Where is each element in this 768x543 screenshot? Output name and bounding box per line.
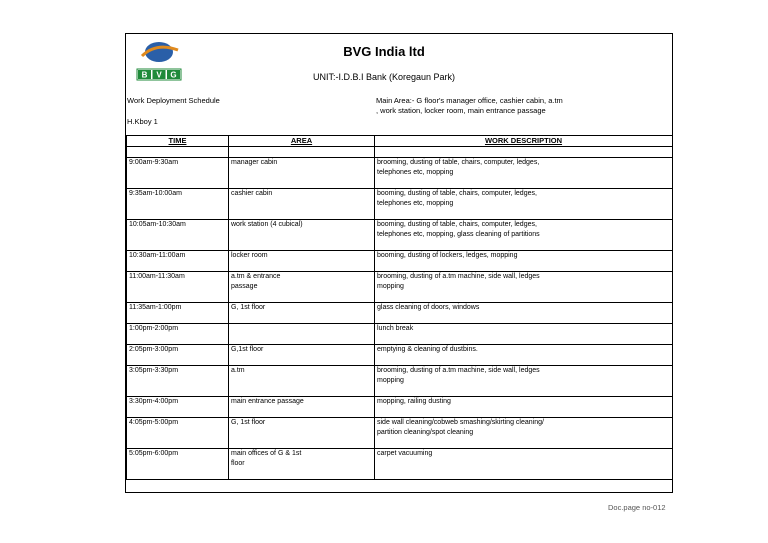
spacer-cell [127,209,229,220]
schedule-table [126,135,673,480]
spacer-cell [127,355,229,366]
spacer-cell [127,407,229,418]
description-cell: brooming, dusting of a.tm machine, side wall, ledges [375,272,673,283]
table-row [127,366,673,377]
spacer-cell [229,292,375,303]
description-cell: telephones etc, mopping, glass cleaning of partitions [375,230,673,240]
description-cell: booming, dusting of table, chairs, computer, ledges, [375,220,673,231]
spacer-cell [229,469,375,480]
description-cell: mopping, railing dusting [375,397,673,408]
time-cell [127,376,229,386]
description-cell: glass cleaning of doors, windows [375,303,673,314]
description-cell: telephones etc, mopping [375,199,673,209]
spacer-cell [229,178,375,189]
time-cell: 9:35am-10:00am [127,189,229,200]
spacer-row [127,261,673,272]
area-cell: manager cabin [229,158,375,169]
spacer-cell [375,386,673,397]
svg-text:V: V [156,70,162,80]
area-cell: main entrance passage [229,397,375,408]
description-cell: booming, dusting of table, chairs, computer, ledges, [375,189,673,200]
table-row [127,418,673,429]
column-header-area: AREA [229,136,375,147]
area-cell [229,230,375,240]
column-header-time: TIME [127,136,229,147]
spacer-cell [229,334,375,345]
time-cell: 3:05pm-3:30pm [127,366,229,377]
spacer-cell [229,386,375,397]
table-row [127,158,673,169]
time-cell: 4:05pm-5:00pm [127,418,229,429]
spacer-cell [375,147,673,158]
description-cell: mopping [375,376,673,386]
description-cell: carpet vacuuming [375,449,673,460]
time-cell: 2:05pm-3:00pm [127,345,229,356]
time-cell: 10:05am-10:30am [127,220,229,231]
spacer-row [127,313,673,324]
spacer-cell [127,334,229,345]
time-cell [127,168,229,178]
time-cell [127,282,229,292]
area-cell [229,324,375,335]
description-cell: side wall cleaning/cobweb smashing/skirting cleaning/ [375,418,673,429]
area-cell: work station (4 cubical) [229,220,375,231]
description-cell: telephones etc, mopping [375,168,673,178]
description-cell [375,459,673,469]
table-row [127,199,673,209]
time-cell: 1:00pm-2:00pm [127,324,229,335]
table-row [127,376,673,386]
spacer-cell [229,355,375,366]
time-cell [127,428,229,438]
table-row [127,272,673,283]
table-row [127,459,673,469]
spacer-cell [375,355,673,366]
area-cell: cashier cabin [229,189,375,200]
description-cell: booming, dusting of lockers, ledges, mopping [375,251,673,262]
column-header-desc: WORK DESCRIPTION [375,136,673,147]
spacer-cell [375,209,673,220]
spacer-cell [375,292,673,303]
spacer-row [127,386,673,397]
spacer-row [127,355,673,366]
description-cell: emptying & cleaning of dustbins. [375,345,673,356]
doc-page-number: Doc.page no-012 [608,503,666,512]
spacer-cell [229,147,375,158]
area-cell [229,168,375,178]
main-area-line1: Main Area:- G floor's manager office, cashier cabin, a.tm [376,96,563,105]
spacer-cell [229,438,375,449]
table-row [127,324,673,335]
area-cell: a.tm [229,366,375,377]
area-cell [229,199,375,209]
spacer-cell [229,407,375,418]
spacer-cell [375,407,673,418]
spacer-row [127,407,673,418]
table-row [127,220,673,231]
spacer-row [127,209,673,220]
spacer-cell [375,313,673,324]
spacer-cell [127,469,229,480]
spacer-cell [375,240,673,251]
area-cell: main offices of G & 1st [229,449,375,460]
time-cell: 11:35am-1:00pm [127,303,229,314]
area-cell: G,1st floor [229,345,375,356]
area-cell [229,428,375,438]
unit-name: UNIT:-I.D.B.I Bank (Koregaun Park) [312,72,456,82]
spacer-cell [127,240,229,251]
spacer-cell [127,178,229,189]
spacer-row [127,438,673,449]
time-cell: 9:00am-9:30am [127,158,229,169]
spacer-cell [127,438,229,449]
spacer-cell [375,438,673,449]
spacer-cell [127,292,229,303]
description-cell: mopping [375,282,673,292]
svg-text:B: B [141,70,148,80]
spacer-row [127,334,673,345]
svg-text:G: G [170,70,177,80]
table-header-row [127,136,673,147]
table-row [127,168,673,178]
description-cell: lunch break [375,324,673,335]
schedule-title: Work Deployment Schedule [127,96,220,105]
table-row [127,449,673,460]
spacer-cell [127,261,229,272]
time-cell [127,230,229,240]
table-row [127,282,673,292]
table-row [127,397,673,408]
description-cell: brooming, dusting of a.tm machine, side wall, ledges [375,366,673,377]
spacer-cell [127,313,229,324]
description-cell: brooming, dusting of table, chairs, computer, ledges, [375,158,673,169]
area-cell: locker room [229,251,375,262]
spacer-row [127,292,673,303]
area-cell: a.tm & entrance [229,272,375,283]
description-cell: partition cleaning/spot cleaning [375,428,673,438]
main-area-line2: , work station, locker room, main entrance passage [376,106,546,115]
area-cell: G, 1st floor [229,418,375,429]
table-row [127,428,673,438]
area-cell: floor [229,459,375,469]
area-cell [229,376,375,386]
spacer-row [127,240,673,251]
spacer-cell [375,469,673,480]
spacer-cell [375,178,673,189]
spacer-row [127,147,673,158]
spacer-row [127,469,673,480]
spacer-cell [127,386,229,397]
spacer-cell [229,240,375,251]
table-row [127,251,673,262]
spacer-cell [229,261,375,272]
time-cell: 11:00am-11:30am [127,272,229,283]
company-name: BVG India ltd [343,44,425,59]
time-cell: 3:30pm-4:00pm [127,397,229,408]
time-cell [127,459,229,469]
table-row [127,303,673,314]
spacer-cell [229,209,375,220]
spacer-row [127,178,673,189]
spacer-cell [127,147,229,158]
table-row [127,230,673,240]
table-row [127,345,673,356]
staff-label: H.Kboy 1 [127,117,158,126]
spacer-cell [375,334,673,345]
area-cell: passage [229,282,375,292]
time-cell [127,199,229,209]
time-cell: 5:05pm-6:00pm [127,449,229,460]
spacer-cell [375,261,673,272]
table-row [127,189,673,200]
time-cell: 10:30am-11:00am [127,251,229,262]
area-cell: G, 1st floor [229,303,375,314]
spacer-cell [229,313,375,324]
